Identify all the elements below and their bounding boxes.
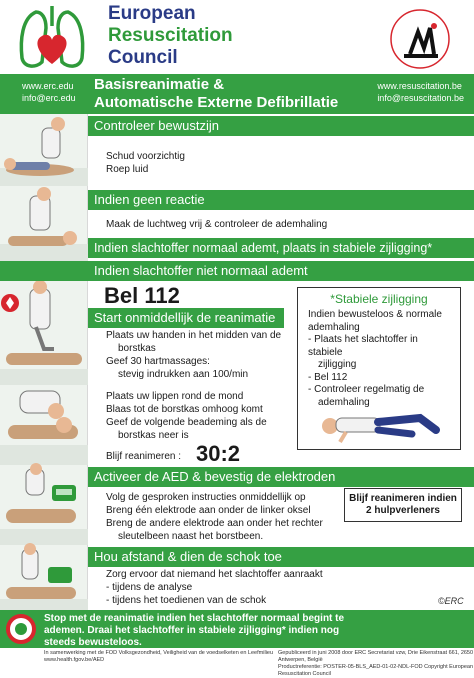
step-not-breathing-bar: Indien slachtoffer niet normaal ademt (0, 261, 474, 281)
aed-line-4: sleutelbeen naast het borstbeen. (118, 531, 264, 542)
recovery-line-4: zijligging (318, 359, 357, 370)
two-rescuers-box (344, 488, 462, 522)
recovery-line-3: - Plaats het slachtoffer in stabiele (308, 334, 418, 358)
recovery-position-box (297, 287, 461, 450)
fod-logo-icon (6, 614, 36, 644)
footer-partner-link[interactable]: www.health.fgov.be/AED (44, 657, 105, 663)
recovery-line-2: ademhaling (308, 321, 360, 333)
two-rescuers-line-2: 2 hulpverleners (366, 505, 440, 516)
rescue-breath-text (106, 390, 267, 442)
title-band (0, 74, 474, 114)
footer (0, 648, 474, 677)
cpr-line-3: Geef 30 hartmassages: (106, 356, 210, 367)
aed-line-1: Volg de gesproken instructies onmiddellijk op (106, 492, 306, 503)
org-line-1: European (108, 3, 196, 24)
erc-signature: ©ERC (438, 596, 464, 606)
shout-loudly: Roep luid (106, 164, 149, 175)
cpr-line-2: borstkas (118, 343, 156, 354)
step-activate-aed-text (106, 491, 323, 543)
step-check-response-text (106, 150, 185, 176)
keep-going-label: Blijf reanimeren : (106, 451, 182, 462)
open-airway-text: Maak de luchtweg vrij & controleer de ademhaling (106, 219, 328, 230)
footer-partner-line: In samenwerking met de FOD Volksgezondheid, Veiligheid van de voedselketen en Leefmilieu (44, 650, 273, 656)
org-line-2: Resuscitation (108, 25, 233, 46)
aed-line-2: Breng één elektrode aan onder de linker oksel (106, 505, 311, 516)
illustration-open-airway (0, 186, 88, 261)
breath-line-1: Plaats uw lippen rond de mond (106, 391, 244, 402)
stop-cpr-band (0, 610, 474, 648)
breath-line-3: Geef de volgende beademing als de (106, 417, 267, 428)
step-deliver-shock-bar: Hou afstand & dien de schok toe (88, 547, 474, 567)
title-line-1: Basisreanimatie & (94, 76, 225, 93)
erc-website-link[interactable]: www.erc.edu (22, 81, 74, 91)
illustration-chest-compressions (0, 279, 88, 385)
step-start-cpr-bar: Start onmiddellijk de reanimatie (88, 308, 284, 328)
step-normal-breathing-bar: Indien slachtoffer normaal ademt, plaats in stabiele zijligging* (88, 238, 474, 258)
step-activate-aed-bar: Activeer de AED & bevestig de elektroden (88, 467, 474, 487)
poster-title (94, 76, 338, 112)
footer-reference-line: Productreferentie: POSTER-05-BLS_AED-01-02-NDL-FOD Copyright European Resuscitation Council (278, 664, 474, 677)
organization-name (108, 3, 233, 69)
erc-heart-lungs-logo (16, 4, 88, 74)
breath-line-4: borstkas neer is (118, 430, 189, 441)
header (0, 0, 474, 74)
illustration-rescue-breaths (0, 385, 88, 465)
step-start-cpr-text (106, 329, 281, 381)
cpr-line-1: Plaats uw handen in het midden van de (106, 330, 282, 341)
shock-line-2: - tijdens de analyse (106, 582, 193, 593)
title-line-2: Automatische Externe Defibrillatie (94, 94, 339, 111)
recovery-position-title: *Stabiele zijligging (330, 292, 428, 306)
stop-line-3: steeds bewusteloos. (44, 637, 142, 648)
step-no-response-bar: Indien geen reactie (88, 190, 474, 210)
recovery-position-illustration (316, 400, 444, 444)
recovery-line-1: Indien bewusteloos & normale (308, 309, 442, 320)
brc-email-link[interactable]: info@resuscitation.be (377, 93, 464, 103)
two-rescuers-line-1: Blijf reanimeren indien (349, 493, 457, 504)
recovery-line-5: - Bel 112 (308, 371, 348, 383)
step-deliver-shock-text (106, 568, 323, 607)
footer-partner-info (44, 650, 273, 664)
illustration-check-response (0, 114, 88, 186)
illustration-attach-aed (0, 465, 88, 545)
org-line-3: Council (108, 47, 178, 68)
erc-email-link[interactable]: info@erc.edu (22, 93, 76, 103)
erc-contact (22, 80, 76, 104)
shake-gently: Schud voorzichtig (106, 151, 185, 162)
belgian-resuscitation-council-logo (388, 8, 452, 70)
footer-publisher-line: Gepubliceerd in juni 2008 door ERC Secretariat vzw, Drie Eikenstraat 661, 2650 Antwerpen, België (278, 650, 474, 663)
shock-line-3: - tijdens het toedienen van de schok (106, 595, 267, 606)
footer-publication-info (278, 650, 474, 678)
compression-ratio: 30:2 (196, 441, 241, 466)
brc-contact (377, 80, 464, 104)
illustration-deliver-shock (0, 545, 88, 610)
shock-line-1: Zorg ervoor dat niemand het slachtoffer aanraakt (106, 569, 323, 580)
breath-line-2: Blaas tot de borstkas omhoog komt (106, 404, 263, 415)
cpr-line-4: stevig indrukken aan 100/min (118, 369, 249, 380)
aed-line-3: Breng de andere elektrode aan onder het rechter (106, 518, 323, 529)
stop-line-1: Stop met de reanimatie indien het slachtoffer normaal begint te (44, 613, 345, 624)
recovery-line-6: - Controleer regelmatig de (308, 384, 425, 395)
brc-website-link[interactable]: www.resuscitation.be (377, 81, 462, 91)
recovery-position-body (298, 306, 460, 409)
stop-line-2: ademen. Draai het slachtoffer in stabiele zijligging* indien nog (44, 625, 340, 636)
recovery-line-7: ademhaling (318, 396, 370, 408)
call-emergency-number: Bel 112 (104, 283, 180, 308)
step-check-response-bar: Controleer bewustzijn (88, 116, 474, 136)
